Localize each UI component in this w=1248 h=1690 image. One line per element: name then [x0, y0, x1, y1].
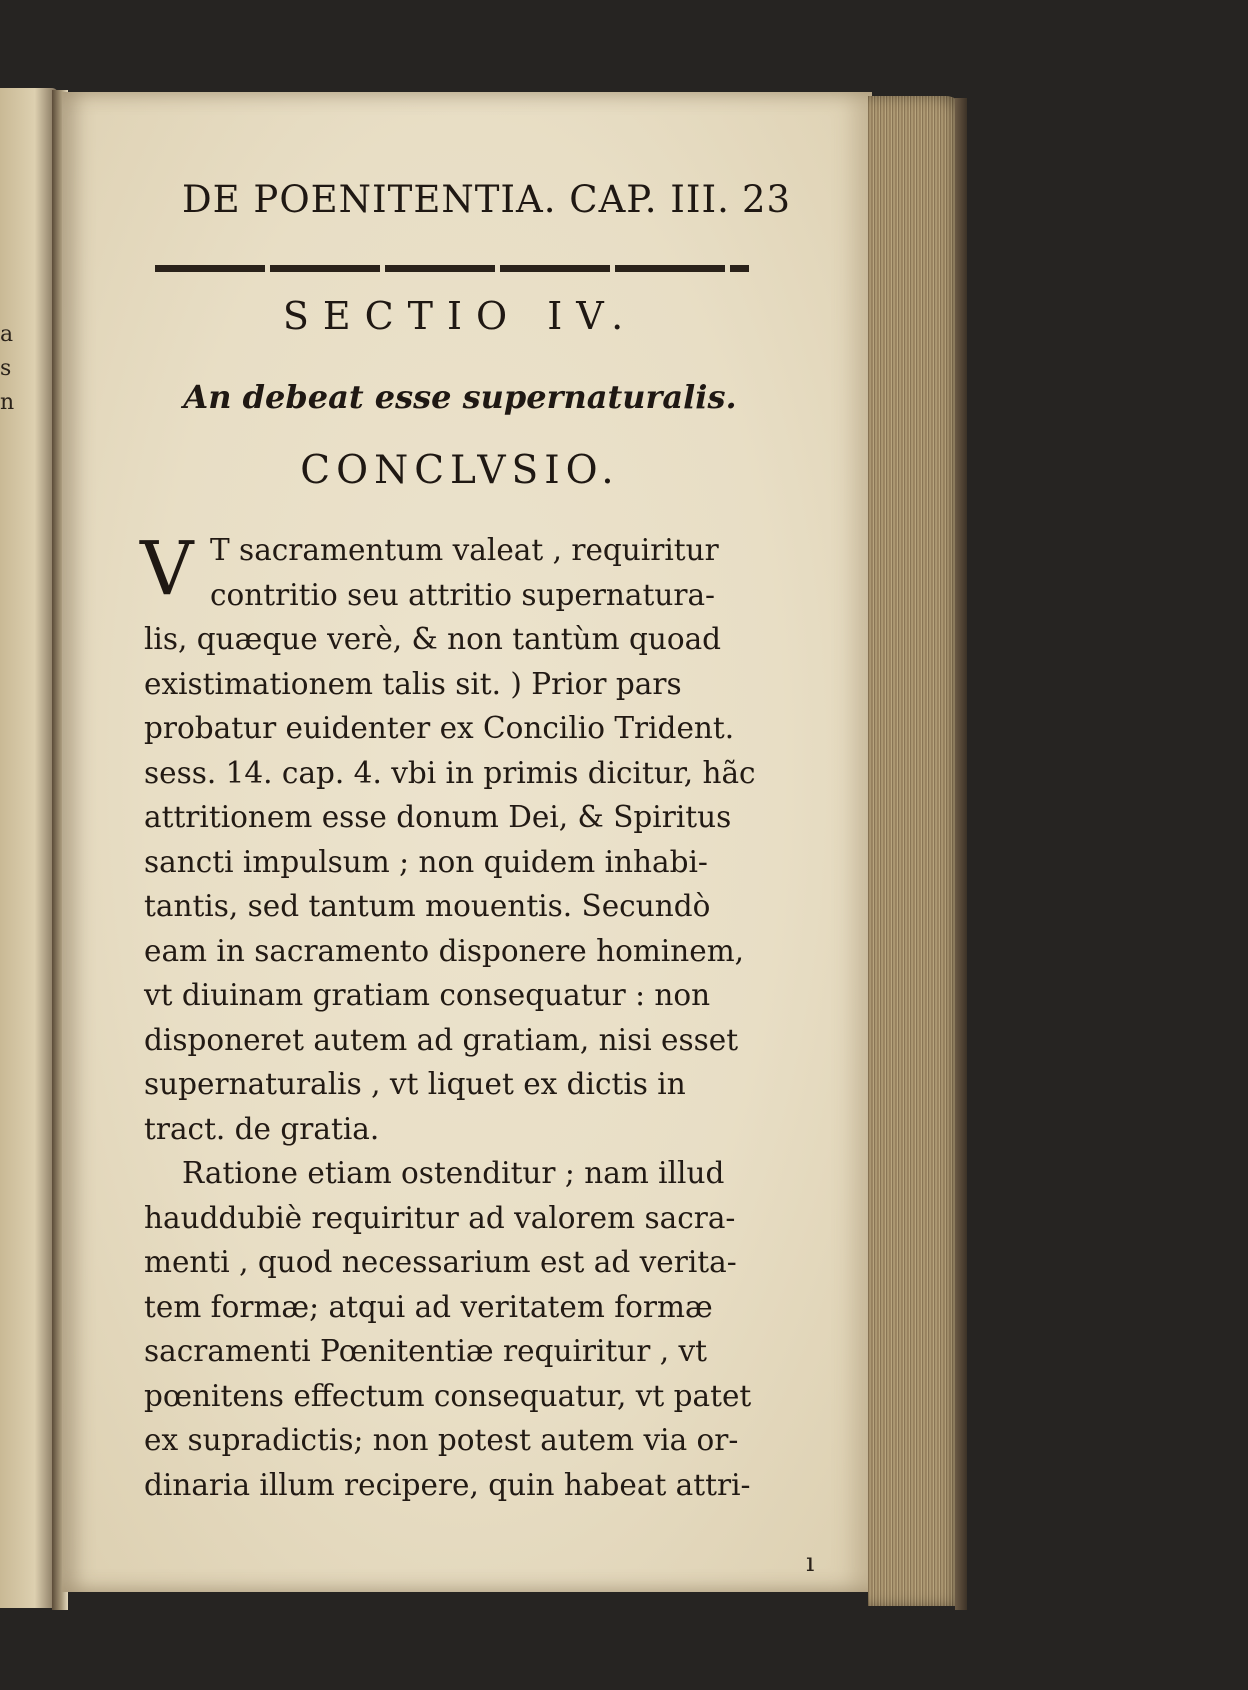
running-head [182, 178, 792, 221]
left-page-fragments [0, 318, 20, 420]
text-line: sancti impulsum ; non quidem inhabi- [144, 845, 708, 879]
text-line: eam in sacramento disponere hominem, [144, 934, 745, 968]
left-page-edge [0, 88, 58, 1608]
text-line: dinaria illum recipere, quin habeat attri- [144, 1468, 751, 1502]
section-heading: SECTIO IV. [282, 294, 638, 338]
text-line: lis, quæque verè, & non tantùm quoad [144, 622, 722, 656]
text-line: tract. de gratia. [144, 1112, 380, 1146]
text-line: existimationem talis sit. ) Prior pars [144, 667, 682, 701]
text-line: probatur euidenter ex Concilio Trident. [144, 711, 735, 745]
text-line: tem formæ; atqui ad veritatem formæ [144, 1290, 713, 1324]
margin-mark: ı [806, 1548, 815, 1578]
book-cover-edge [955, 98, 967, 1610]
left-fragment-letter: a [0, 322, 14, 347]
page-number: 23 [742, 178, 792, 221]
text-line: hauddubiè requiritur ad valorem sacra- [144, 1201, 736, 1235]
left-fragment-letter: n [0, 390, 15, 415]
conclusio-heading: CONCLVSIO. [300, 448, 620, 493]
text-line: menti , quod necessarium est ad verita- [144, 1245, 737, 1279]
text-line: sess. 14. cap. 4. vbi in primis dicitur, hãc [144, 756, 756, 790]
text-line: tantis, sed tantum mouentis. Secundò [144, 889, 711, 923]
section-subtitle: An debeat esse supernaturalis. [183, 378, 737, 416]
running-head-title: DE POENITENTIA. CAP. III. [182, 178, 730, 221]
ornamental-rule [155, 265, 749, 272]
text-line: supernaturalis , vt liquet ex dictis in [144, 1067, 686, 1101]
left-fragment-letter: s [0, 356, 12, 381]
text-line: attritionem esse donum Dei, & Spiritus [144, 800, 732, 834]
text-line: Ratione etiam ostenditur ; nam illud [182, 1156, 725, 1190]
text-line: pœnitens effectum consequatur, vt patet [144, 1379, 752, 1413]
text-line: sacramenti Pœnitentiæ requiritur , vt [144, 1334, 708, 1368]
text-line: T sacramentum valeat , requiritur [210, 533, 719, 567]
text-line: disponeret autem ad gratiam, nisi esset [144, 1023, 739, 1057]
text-line: ex supradictis; non potest autem via or- [144, 1423, 739, 1457]
drop-cap: V [140, 526, 194, 612]
text-line: vt diuinam gratiam consequatur : non [144, 978, 711, 1012]
text-line: contritio seu attritio supernatura- [210, 578, 716, 612]
page-block-edges [868, 96, 964, 1606]
